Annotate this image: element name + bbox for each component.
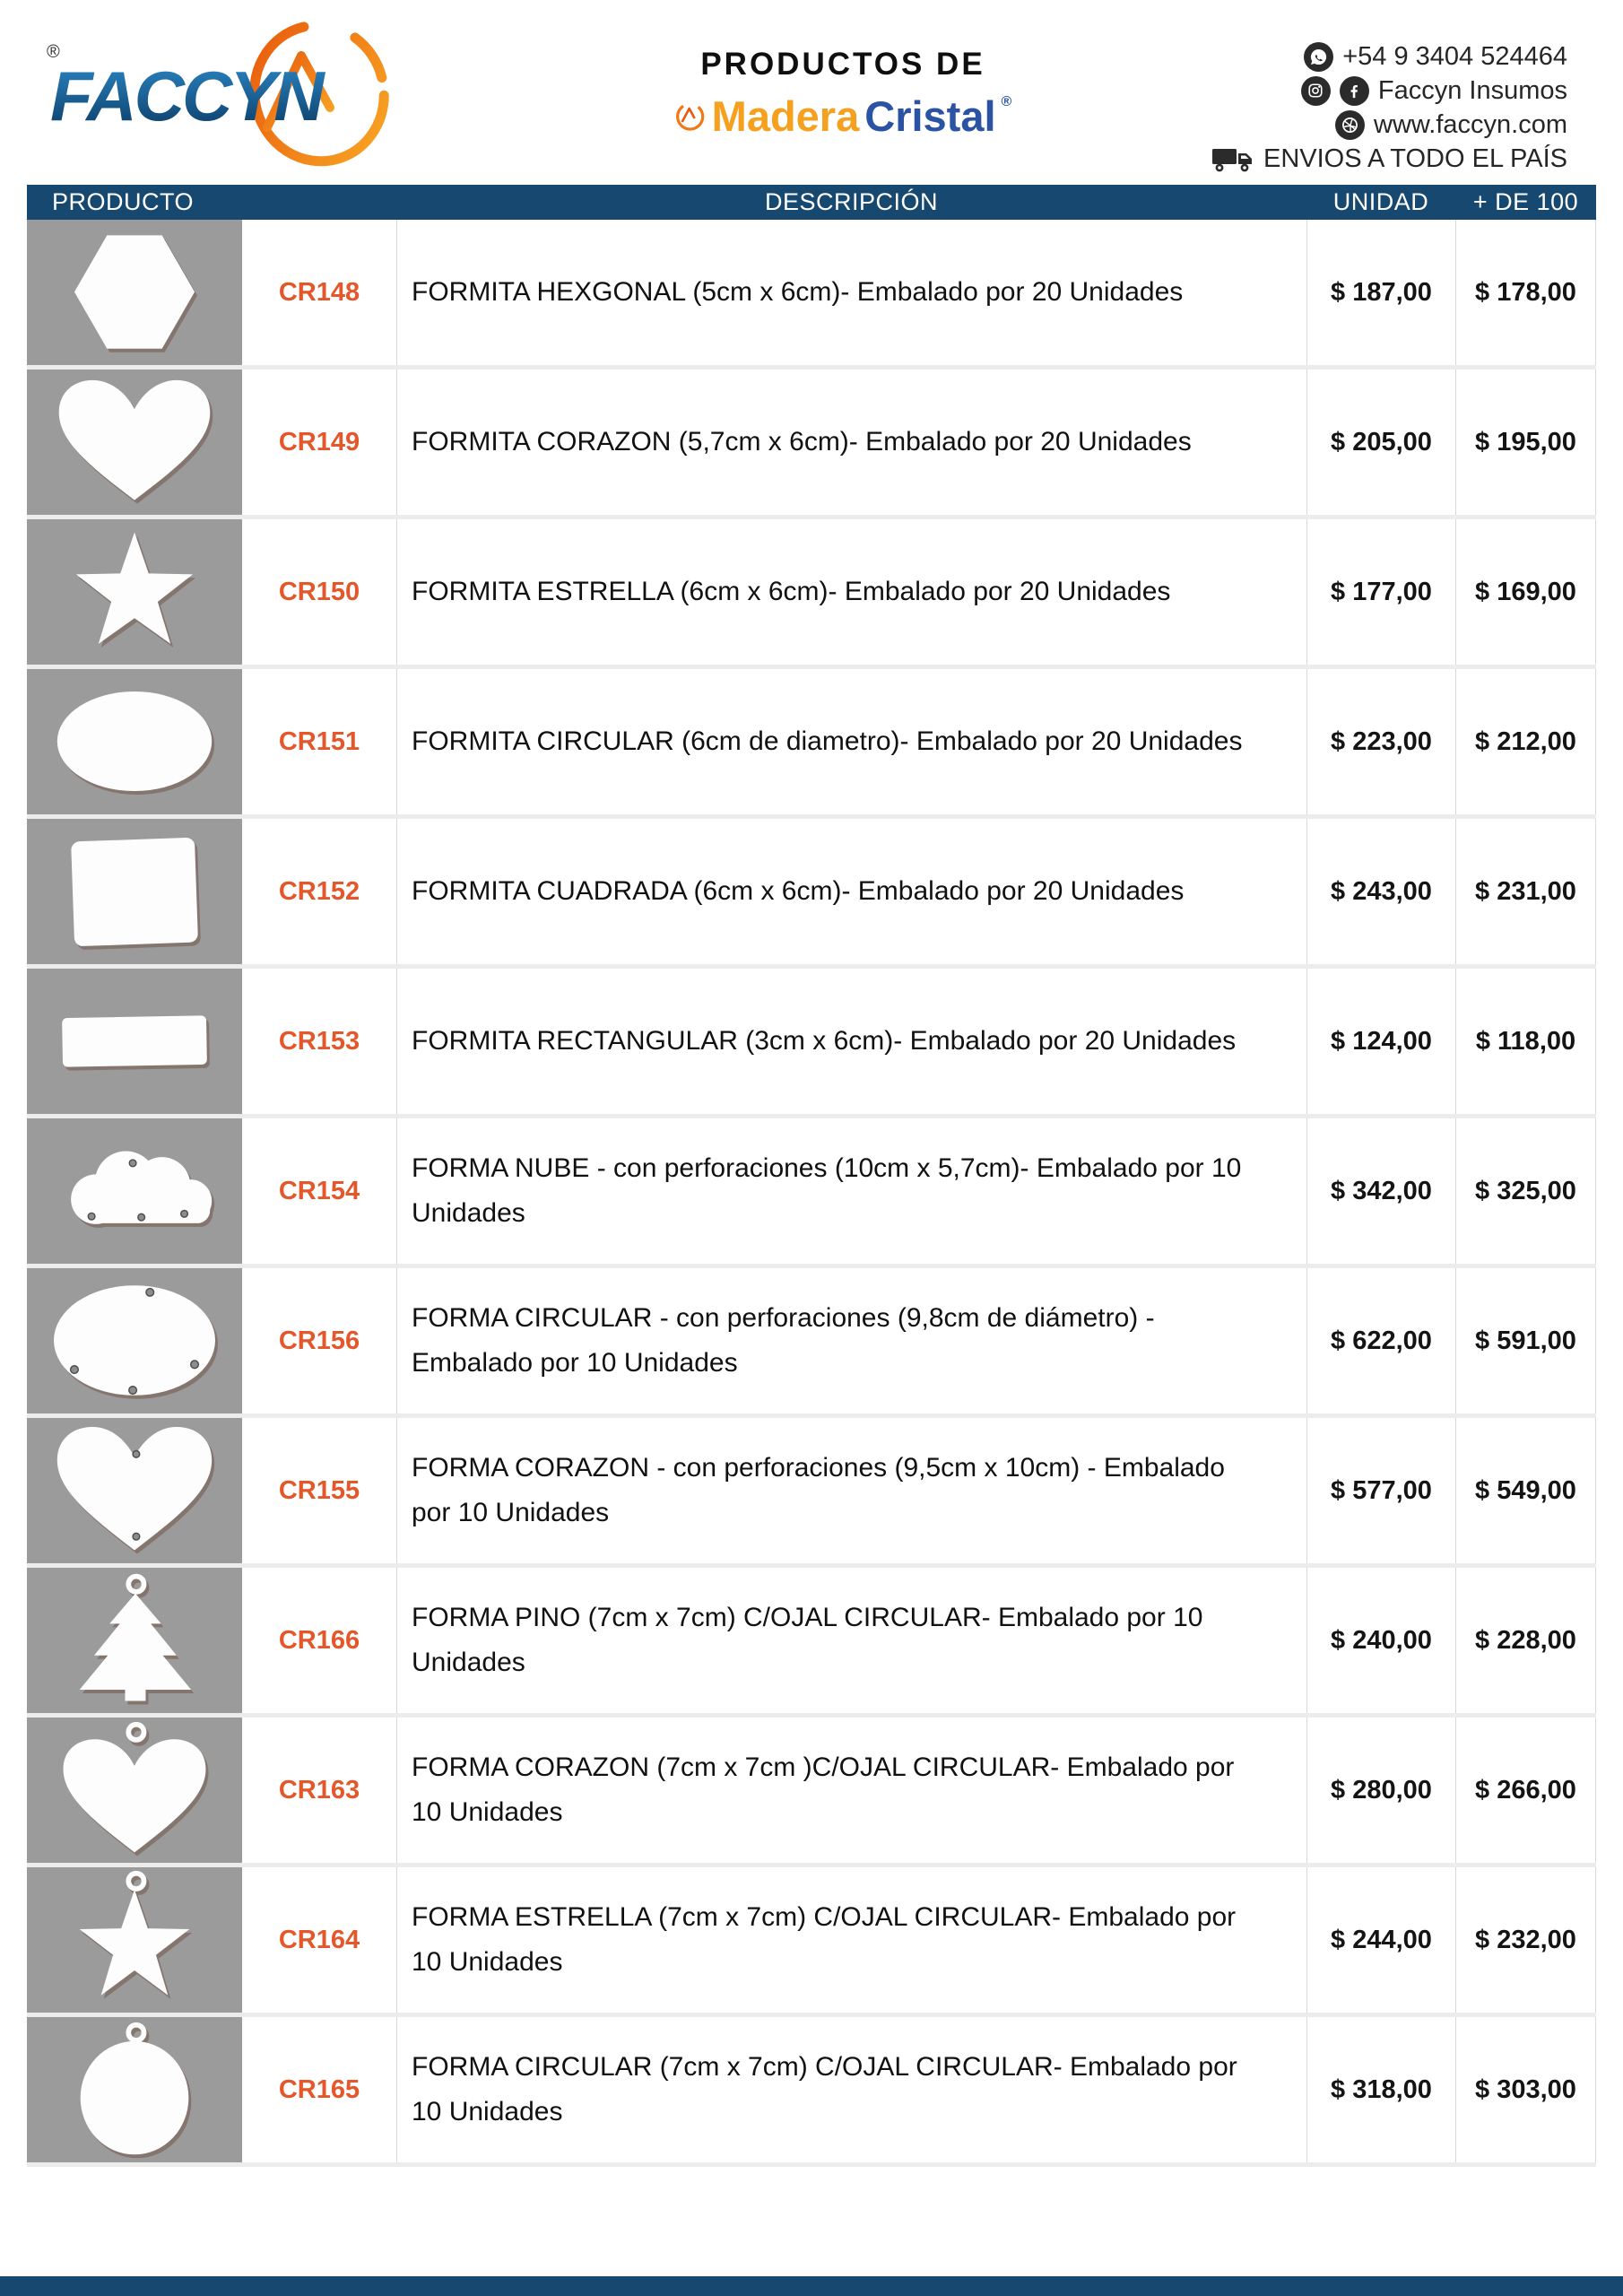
product-image-cell — [27, 1867, 242, 2013]
page-header — [0, 0, 1623, 185]
bulk-price: $ 118,00 — [1455, 969, 1596, 1114]
table-row — [27, 969, 1596, 1118]
product-code: CR156 — [278, 1326, 360, 1355]
product-code: CR166 — [278, 1625, 360, 1655]
product-code: CR150 — [278, 577, 360, 606]
unit-price: $ 622,00 — [1306, 1268, 1455, 1413]
product-image-cell — [27, 1418, 242, 1563]
table-row — [27, 1268, 1596, 1418]
faccyn-logo-text: FACCYN — [50, 57, 322, 135]
bulk-price: $ 303,00 — [1455, 2017, 1596, 2162]
product-description: FORMA CIRCULAR - con perforaciones (9,8cm de diámetro) - Embalado por 10 Unidades — [396, 1268, 1306, 1413]
product-description: FORMA CORAZON - con perforaciones (9,5cm x 10cm) - Embalado por 10 Unidades — [396, 1418, 1306, 1563]
unit-price: $ 243,00 — [1306, 819, 1455, 964]
unit-price: $ 205,00 — [1306, 370, 1455, 515]
bulk-price: $ 232,00 — [1455, 1867, 1596, 2013]
product-description: FORMITA CUADRADA (6cm x 6cm)- Embalado por 20 Unidades — [396, 819, 1306, 964]
rectangle-shape-image — [28, 970, 241, 1112]
contact-shipping-line — [1211, 142, 1567, 176]
bulk-price: $ 231,00 — [1455, 819, 1596, 964]
product-description: FORMITA ESTRELLA (6cm x 6cm)- Embalado por 20 Unidades — [396, 519, 1306, 665]
bulk-price: $ 591,00 — [1455, 1268, 1596, 1413]
contact-website-line — [1211, 108, 1567, 142]
product-image-cell — [27, 1118, 242, 1264]
contact-phone: +54 9 3404 524464 — [1342, 41, 1567, 71]
product-image-cell — [27, 669, 242, 814]
facebook-icon — [1340, 76, 1369, 106]
contact-block — [1211, 39, 1567, 176]
table-row — [27, 370, 1596, 519]
contact-website: www.faccyn.com — [1374, 109, 1567, 139]
bulk-price: $ 549,00 — [1455, 1418, 1596, 1563]
brand-cristal: Cristal — [864, 92, 996, 140]
bulk-price: $ 228,00 — [1455, 1568, 1596, 1713]
unit-price: $ 240,00 — [1306, 1568, 1455, 1713]
contact-social: Faccyn Insumos — [1377, 75, 1567, 105]
product-code: CR165 — [278, 2074, 360, 2104]
footer-bar — [0, 2276, 1623, 2296]
circle-eyelet-shape-image — [28, 2019, 241, 2161]
product-image-cell — [27, 969, 242, 1114]
madera-cristal-icon — [674, 100, 707, 133]
page-title — [674, 47, 1012, 141]
product-table-body — [27, 220, 1596, 2167]
contact-social-line — [1211, 74, 1567, 108]
heart-shape-image — [28, 371, 241, 513]
unit-price: $ 318,00 — [1306, 2017, 1455, 2162]
bulk-price: $ 178,00 — [1455, 220, 1596, 365]
unit-price: $ 577,00 — [1306, 1418, 1455, 1563]
product-code: CR154 — [278, 1176, 360, 1205]
column-header-descripcion: DESCRIPCIÓN — [764, 188, 939, 215]
product-table — [27, 185, 1596, 2167]
table-row — [27, 2017, 1596, 2167]
product-code: CR155 — [278, 1475, 360, 1505]
product-code: CR153 — [278, 1026, 360, 1056]
unit-price: $ 124,00 — [1306, 969, 1455, 1114]
hexagon-shape-image — [28, 222, 241, 363]
title-registered-mark: ® — [1001, 93, 1012, 109]
product-description: FORMA PINO (7cm x 7cm) C/OJAL CIRCULAR- Embalado por 10 Unidades — [396, 1568, 1306, 1713]
brand-madera: Madera — [711, 92, 860, 140]
truck-icon — [1211, 144, 1254, 174]
product-description: FORMITA HEXGONAL (5cm x 6cm)- Embalado por 20 Unidades — [396, 220, 1306, 365]
table-row — [27, 1568, 1596, 1718]
table-row — [27, 519, 1596, 669]
bulk-price: $ 195,00 — [1455, 370, 1596, 515]
table-row — [27, 669, 1596, 819]
unit-price: $ 244,00 — [1306, 1867, 1455, 2013]
unit-price: $ 177,00 — [1306, 519, 1455, 665]
tree-eyelet-shape-image — [28, 1570, 241, 1711]
product-description: FORMA NUBE - con perforaciones (10cm x 5,7cm)- Embalado por 10 Unidades — [396, 1118, 1306, 1264]
product-image-cell — [27, 370, 242, 515]
table-row — [27, 1718, 1596, 1867]
circle-perforated-shape-image — [28, 1270, 241, 1412]
table-row — [27, 819, 1596, 969]
table-row — [27, 1418, 1596, 1568]
title-productos-de: PRODUCTOS DE — [700, 47, 985, 82]
product-image-cell — [27, 819, 242, 964]
product-code: CR163 — [278, 1775, 360, 1805]
column-header-de100: + DE 100 — [1472, 188, 1579, 215]
bulk-price: $ 169,00 — [1455, 519, 1596, 665]
contact-phone-line — [1211, 39, 1567, 74]
unit-price: $ 342,00 — [1306, 1118, 1455, 1264]
product-image-cell — [27, 1718, 242, 1863]
table-row — [27, 1118, 1596, 1268]
column-header-producto: PRODUCTO — [52, 188, 195, 215]
table-row — [27, 1867, 1596, 2017]
product-description: FORMITA RECTANGULAR (3cm x 6cm)- Embalado por 20 Unidades — [396, 969, 1306, 1114]
unit-price: $ 187,00 — [1306, 220, 1455, 365]
faccyn-logo-graphic — [32, 14, 409, 167]
column-header-unidad: UNIDAD — [1332, 188, 1429, 215]
logo-registered-mark: ® — [47, 42, 60, 62]
product-code: CR152 — [278, 876, 360, 906]
product-code: CR148 — [278, 277, 360, 307]
product-code: CR149 — [278, 427, 360, 457]
product-image-cell — [27, 519, 242, 665]
bulk-price: $ 266,00 — [1455, 1718, 1596, 1863]
star-shape-image — [28, 521, 241, 663]
instagram-icon — [1301, 76, 1331, 106]
cloud-perforated-shape-image — [28, 1120, 241, 1262]
heart-perforated-shape-image — [28, 1420, 241, 1561]
table-header-row — [27, 185, 1596, 220]
product-code: CR164 — [278, 1925, 360, 1954]
unit-price: $ 223,00 — [1306, 669, 1455, 814]
product-description: FORMITA CORAZON (5,7cm x 6cm)- Embalado por 20 Unidades — [396, 370, 1306, 515]
ellipse-shape-image — [28, 671, 241, 813]
unit-price: $ 280,00 — [1306, 1718, 1455, 1863]
product-image-cell — [27, 2017, 242, 2162]
contact-shipping: ENVIOS A TODO EL PAÍS — [1263, 144, 1567, 173]
bulk-price: $ 325,00 — [1455, 1118, 1596, 1264]
product-description: FORMA ESTRELLA (7cm x 7cm) C/OJAL CIRCULAR- Embalado por 10 Unidades — [396, 1867, 1306, 2013]
product-image-cell — [27, 220, 242, 365]
globe-icon — [1335, 110, 1365, 140]
faccyn-logo — [32, 14, 409, 172]
whatsapp-icon — [1304, 42, 1333, 72]
product-image-cell — [27, 1268, 242, 1413]
product-code: CR151 — [278, 726, 360, 756]
product-description: FORMA CIRCULAR (7cm x 7cm) C/OJAL CIRCULAR- Embalado por 10 Unidades — [396, 2017, 1306, 2162]
product-image-cell — [27, 1568, 242, 1713]
bulk-price: $ 212,00 — [1455, 669, 1596, 814]
table-row — [27, 220, 1596, 370]
product-description: FORMITA CIRCULAR (6cm de diametro)- Embalado por 20 Unidades — [396, 669, 1306, 814]
product-description: FORMA CORAZON (7cm x 7cm )C/OJAL CIRCULAR- Embalado por 10 Unidades — [396, 1718, 1306, 1863]
star-eyelet-shape-image — [28, 1869, 241, 2011]
square-shape-image — [28, 821, 241, 962]
heart-eyelet-shape-image — [28, 1719, 241, 1861]
